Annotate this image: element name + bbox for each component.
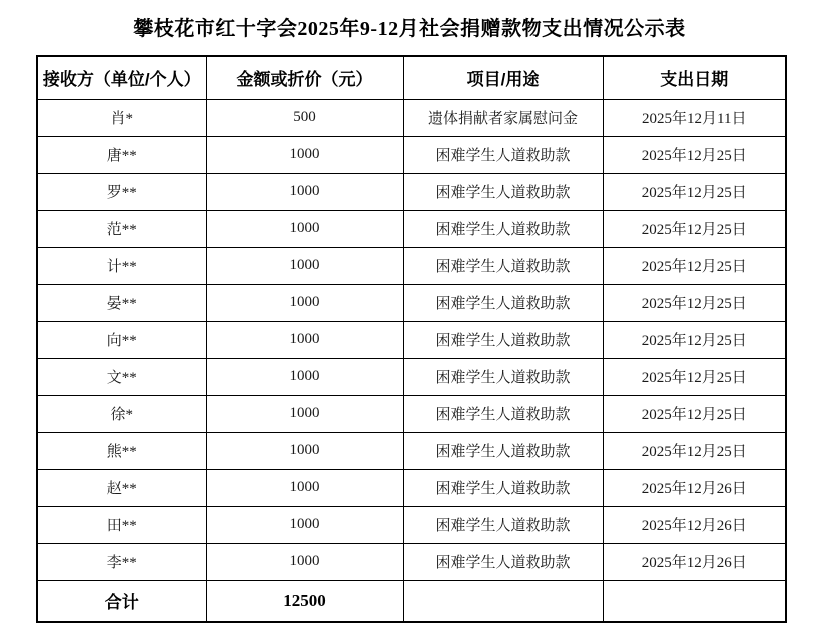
expenditure-table — [36, 55, 787, 623]
table-row — [37, 395, 786, 432]
table-cell: 遗体捐献者家属慰问金 — [403, 99, 603, 136]
table-row — [37, 247, 786, 284]
total-purpose-empty — [403, 580, 603, 622]
table-row — [37, 210, 786, 247]
table-cell: 范** — [37, 210, 206, 247]
table-cell: 1000 — [206, 432, 403, 469]
table-cell: 困难学生人道救助款 — [403, 395, 603, 432]
header-purpose: 项目/用途 — [403, 56, 603, 99]
table-row — [37, 321, 786, 358]
total-row — [37, 580, 786, 622]
table-row — [37, 543, 786, 580]
table-cell: 唐** — [37, 136, 206, 173]
total-label: 合计 — [37, 580, 206, 622]
table-cell: 向** — [37, 321, 206, 358]
table-row — [37, 284, 786, 321]
table-cell: 李** — [37, 543, 206, 580]
table-cell: 困难学生人道救助款 — [403, 506, 603, 543]
table-row — [37, 432, 786, 469]
table-cell: 困难学生人道救助款 — [403, 432, 603, 469]
table-row — [37, 506, 786, 543]
header-amount: 金额或折价（元） — [206, 56, 403, 99]
total-date-empty — [603, 580, 786, 622]
table-cell: 1000 — [206, 469, 403, 506]
table-cell: 2025年12月26日 — [603, 506, 786, 543]
table-cell: 2025年12月25日 — [603, 358, 786, 395]
table-row — [37, 136, 786, 173]
table-cell: 2025年12月25日 — [603, 284, 786, 321]
table-cell: 肖* — [37, 99, 206, 136]
table-cell: 1000 — [206, 247, 403, 284]
table-cell: 困难学生人道救助款 — [403, 247, 603, 284]
table-cell: 1000 — [206, 543, 403, 580]
table-cell: 徐* — [37, 395, 206, 432]
table-cell: 1000 — [206, 358, 403, 395]
table-cell: 1000 — [206, 321, 403, 358]
table-footer — [37, 580, 786, 622]
table-row — [37, 358, 786, 395]
table-cell: 晏** — [37, 284, 206, 321]
table-cell: 2025年12月26日 — [603, 543, 786, 580]
table-cell: 熊** — [37, 432, 206, 469]
table-cell: 困难学生人道救助款 — [403, 543, 603, 580]
table-cell: 1000 — [206, 284, 403, 321]
table-row — [37, 173, 786, 210]
table-cell: 困难学生人道救助款 — [403, 469, 603, 506]
header-row — [37, 56, 786, 99]
total-amount: 12500 — [206, 580, 403, 622]
page-title: 攀枝花市红十字会2025年9-12月社会捐赠款物支出情况公示表 — [133, 18, 686, 40]
table-row — [37, 99, 786, 136]
table-cell: 困难学生人道救助款 — [403, 136, 603, 173]
table-cell: 2025年12月25日 — [603, 321, 786, 358]
table-cell: 2025年12月25日 — [603, 210, 786, 247]
table-row — [37, 469, 786, 506]
table-cell: 2025年12月25日 — [603, 395, 786, 432]
table-cell: 1000 — [206, 210, 403, 247]
table-cell: 赵** — [37, 469, 206, 506]
table-cell: 2025年12月25日 — [603, 173, 786, 210]
table-cell: 1000 — [206, 173, 403, 210]
table-cell: 困难学生人道救助款 — [403, 173, 603, 210]
table-cell: 2025年12月25日 — [603, 136, 786, 173]
table-cell: 文** — [37, 358, 206, 395]
header-recipient: 接收方（单位/个人） — [37, 56, 206, 99]
table-cell: 困难学生人道救助款 — [403, 358, 603, 395]
table-cell: 计** — [37, 247, 206, 284]
table-cell: 2025年12月26日 — [603, 469, 786, 506]
table-cell: 困难学生人道救助款 — [403, 210, 603, 247]
table-cell: 困难学生人道救助款 — [403, 321, 603, 358]
table-cell: 1000 — [206, 395, 403, 432]
table-cell: 1000 — [206, 136, 403, 173]
table-cell: 罗** — [37, 173, 206, 210]
table-cell: 2025年12月25日 — [603, 247, 786, 284]
table-cell: 困难学生人道救助款 — [403, 284, 603, 321]
table-cell: 2025年12月25日 — [603, 432, 786, 469]
table-cell: 2025年12月11日 — [603, 99, 786, 136]
table-cell: 500 — [206, 99, 403, 136]
table-cell: 1000 — [206, 506, 403, 543]
table-cell: 田** — [37, 506, 206, 543]
table-header — [37, 56, 786, 99]
header-date: 支出日期 — [603, 56, 786, 99]
table-body — [37, 99, 786, 580]
